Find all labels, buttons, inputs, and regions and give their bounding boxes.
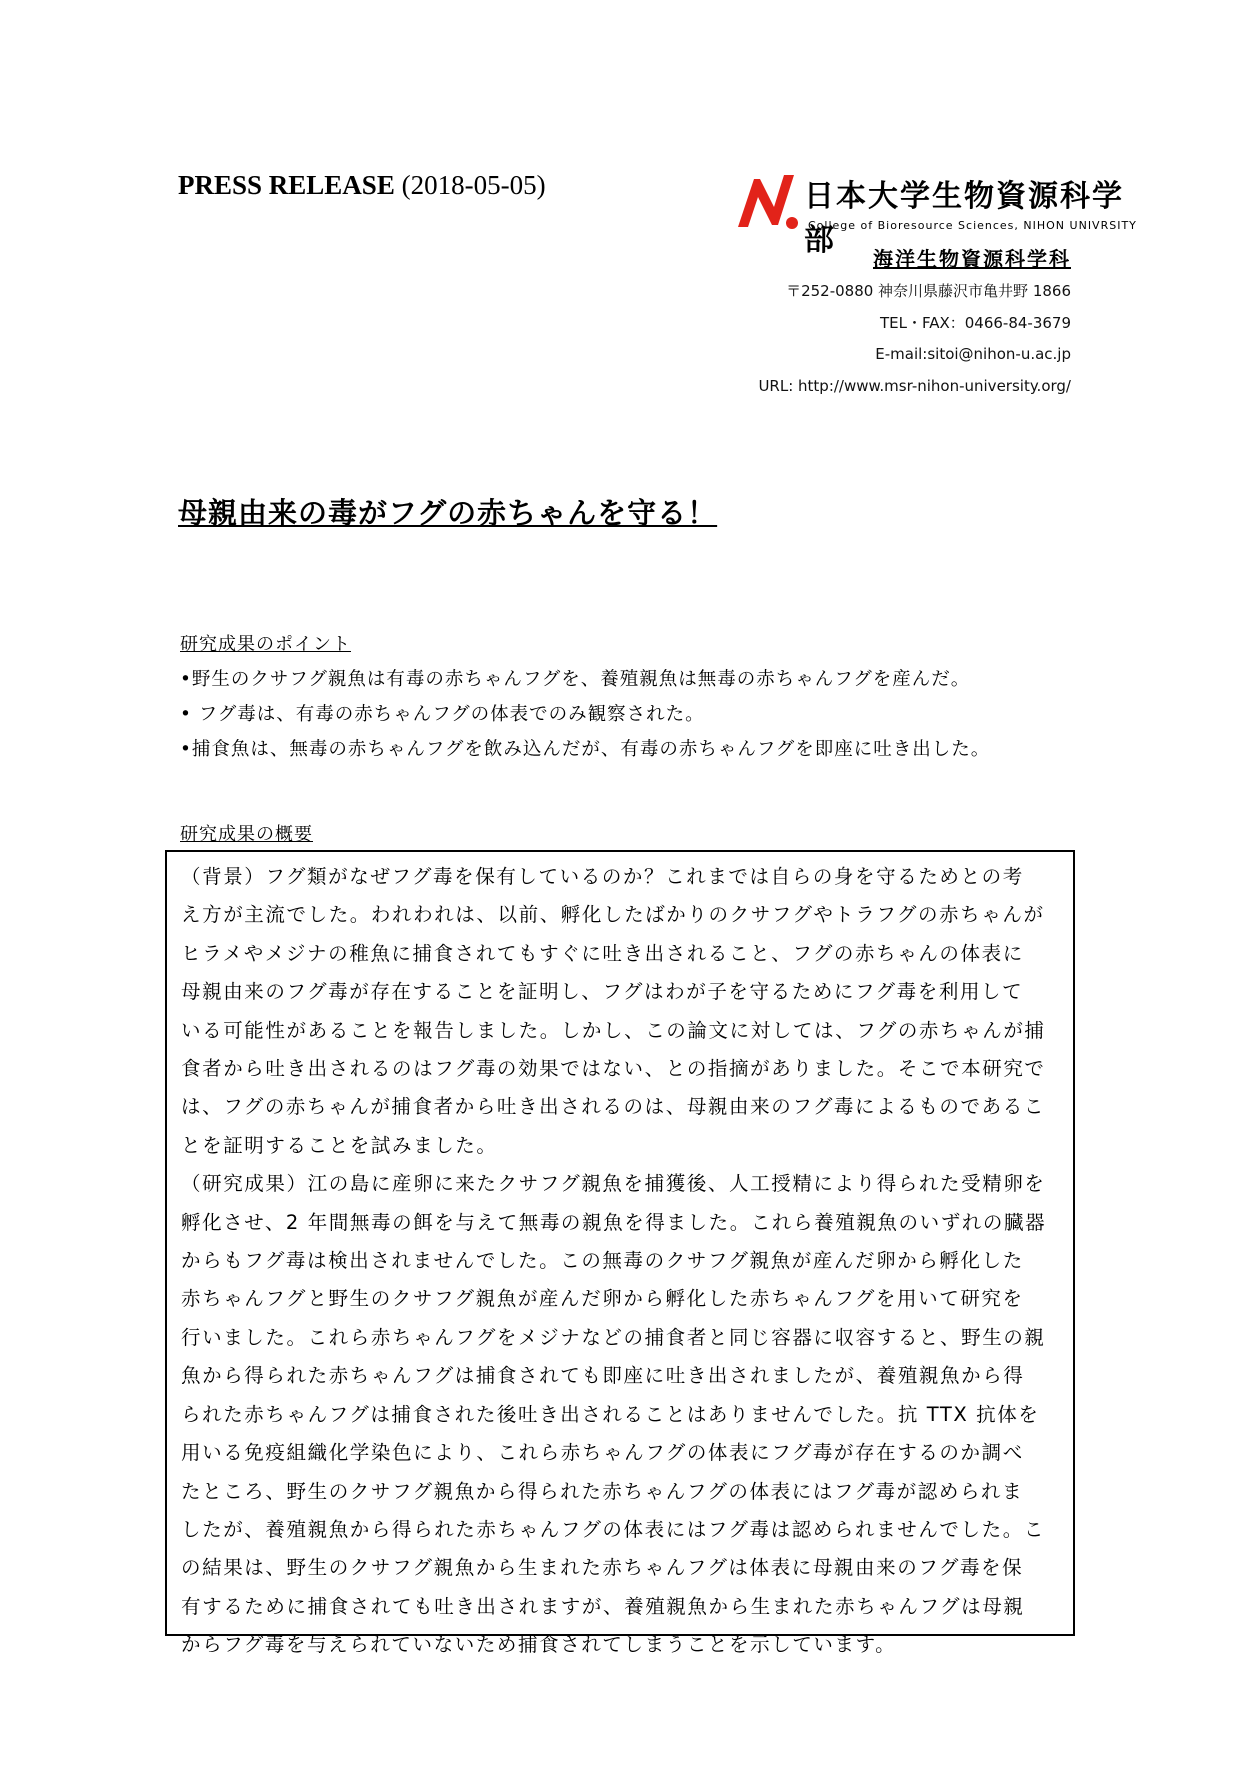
summary-line: の結果は、野生のクサフグ親魚から生まれた赤ちゃんフグは体表に母親由来のフグ毒を保 — [181, 1556, 1024, 1580]
summary-line: 行いました。これら赤ちゃんフグをメジナなどの捕食者と同じ容器に収容すると、野生の親 — [181, 1325, 1046, 1349]
points-heading: 研究成果のポイント — [180, 634, 351, 655]
list-item: •野生のクサフグ親魚は有毒の赤ちゃんフグを、養殖親魚は無毒の赤ちゃんフグを産んだ。 — [180, 669, 971, 690]
summary-line: 食者から吐き出されるのはフグ毒の効果ではない、との指摘がありました。そこで本研究で — [181, 1057, 1046, 1081]
summary-line: 魚から得られた赤ちゃんフグは捕食されても即座に吐き出されましたが、養殖親魚から得 — [181, 1364, 1025, 1388]
logo-name-ja: 日本大学生物資源科学部 — [804, 179, 1124, 258]
summary-line: え方が主流でした。われわれは、以前、孵化したばかりのクサフグやトラフグの赤ちゃんが — [181, 903, 1045, 927]
contact-url[interactable]: URL: http://www.msr-nihon-university.org/ — [758, 376, 1071, 395]
summary-line: は、フグの赤ちゃんが捕食者から吐き出されるのは、母親由来のフグ毒によるものであるこ — [181, 1095, 1045, 1119]
press-release-label: PRESS RELEASE — [178, 170, 395, 200]
summary-text — [181, 858, 1061, 1665]
summary-line: （背景）フグ類がなぜフグ毒を保有しているのか？これまでは自らの身を守るためとの考 — [181, 865, 1024, 888]
summary-line: 赤ちゃんフグと野生のクサフグ親魚が産んだ卵から孵化した赤ちゃんフグを用いて研究を — [181, 1287, 1024, 1311]
summary-line: いる可能性があることを報告しました。しかし、この論文に対しては、フグの赤ちゃんが捕 — [181, 1018, 1046, 1042]
summary-line: からフグ毒を与えられていないため捕食されてしまうことを示しています。 — [181, 1633, 897, 1657]
summary-line: ヒラメやメジナの稚魚に捕食されてもすぐに吐き出されること、フグの赤ちゃんの体表に — [181, 941, 1024, 965]
list-item: •捕食魚は、無毒の赤ちゃんフグを飲み込んだが、有毒の赤ちゃんフグを即座に吐き出した。 — [180, 739, 991, 760]
contact-address: 〒252-0880 神奈川県藤沢市亀井野 1866 — [786, 282, 1071, 300]
summary-line: 孵化させ、2 年間無毒の餌を与えて無毒の親魚を得ました。これら養殖親魚のいずれの臓器 — [181, 1210, 1047, 1234]
summary-line: （研究成果）江の島に産卵に来たクサフグ親魚を捕獲後、人工授精により得られた受精卵を — [181, 1172, 1046, 1196]
contact-tel-fax: TEL・FAX：0466-84-3679 — [879, 313, 1071, 332]
press-release-date: (2018-05-05) — [401, 170, 546, 200]
summary-line: 用いる免疫組織化学染色により、これら赤ちゃんフグの体表にフグ毒が存在するのか調べ — [181, 1441, 1024, 1465]
department-name: 海洋生物資源科学科 — [873, 247, 1071, 271]
points-list — [180, 662, 990, 767]
logo-name-en: College of Bioresource Sciences, NIHON UNIVRSITY — [808, 219, 1137, 232]
n-mark-icon — [730, 165, 802, 237]
summary-line: られた赤ちゃんフグは捕食された後吐き出されることはありませんでした。抗 TTX 抗体を — [181, 1402, 1040, 1426]
university-logo — [730, 165, 1137, 258]
list-item: • フグ毒は、有毒の赤ちゃんフグの体表でのみ観察された。 — [180, 704, 705, 725]
contact-email[interactable]: E-mail:sitoi@nihon-u.ac.jp — [875, 345, 1071, 363]
summary-box — [165, 850, 1075, 1657]
summary-heading: 研究成果の概要 — [180, 824, 313, 845]
summary-line: からもフグ毒は検出されませんでした。この無毒のクサフグ親魚が産んだ卵から孵化した — [181, 1249, 1024, 1273]
summary-line: 母親由来のフグ毒が存在することを証明し、フグはわが子を守るためにフグ毒を利用して — [181, 980, 1024, 1004]
contact-block — [758, 276, 1071, 402]
summary-line: 有するために捕食されても吐き出されますが、養殖親魚から生まれた赤ちゃんフグは母親 — [181, 1594, 1025, 1618]
summary-line: たところ、野生のクサフグ親魚から得られた赤ちゃんフグの体表にはフグ毒が認められま — [181, 1479, 1024, 1503]
press-release-heading — [178, 170, 546, 201]
page-title: 母親由来の毒がフグの赤ちゃんを守る！ — [178, 496, 718, 530]
summary-line: したが、養殖親魚から得られた赤ちゃんフグの体表にはフグ毒は認められませんでした。こ — [181, 1517, 1045, 1541]
summary-line: とを証明することを試みました。 — [181, 1133, 498, 1157]
